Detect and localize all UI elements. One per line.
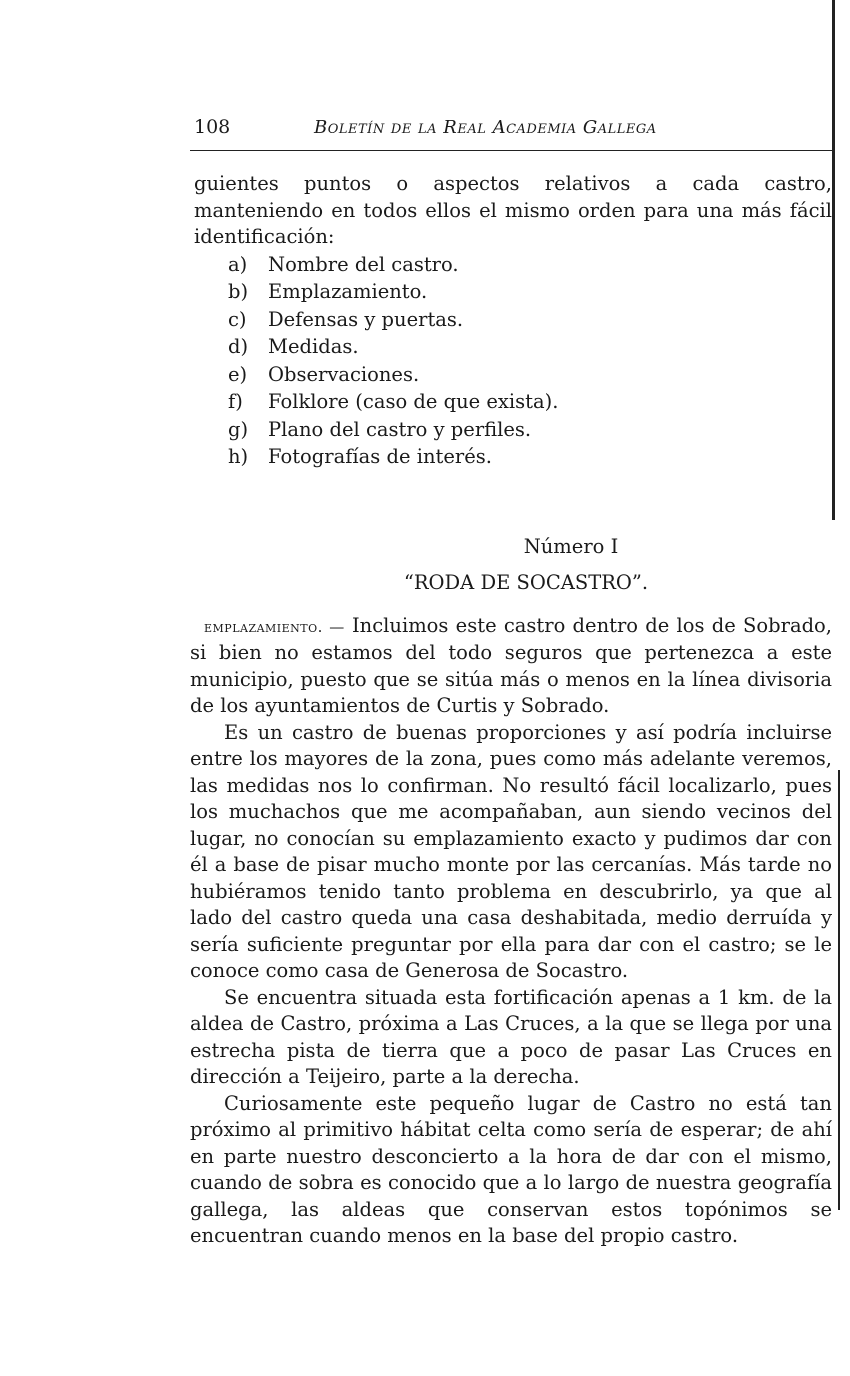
list-item: d) Medidas. xyxy=(228,335,359,358)
paragraph: Es un castro de buenas proporciones y así podría incluirse entre los mayores de la zona, pues como más adelante veremos, las medidas nos lo confirman. No resultó fácil localizarlo, pues los muchachos que me acompañaban, aun siendo vecinos del lugar, no conocían su emplazamiento exacto y pudimos dar con él a base de pisar mucho monte por las cercanías. Más tarde no hubiéramos tenido tanto problema en descubrirlo, ya que al lado del castro queda una casa deshabitada, medio derruída y sería suficiente preguntar por ella para dar con el castro; se le conoce como casa de Generosa de Socastro. xyxy=(190,720,832,982)
section-title: “RODA DE SOCASTRO”. xyxy=(403,570,649,594)
list-item: h) Fotografías de interés. xyxy=(228,445,492,468)
paragraph: Curiosamente este pequeño lugar de Castro no está tan próximo al primitivo hábitat celta como sería de esperar; de ahí en parte nuestro desconcierto a la hora de dar con el mismo, cuando de sobra es conocido que a lo largo de nuestra geografía gallega, las aldeas que conservan estos topónimos se encuentran cuando menos en la base del propio castro. xyxy=(190,1091,832,1247)
page-edge-rule-lower xyxy=(838,770,840,1210)
list-item: e) Observaciones. xyxy=(228,362,420,386)
intro-paragraph: guientes puntos o aspectos relativos a cada castro, manteniendo en todos ellos el mismo orden para una más fácil identificación: xyxy=(194,172,832,248)
list-item: c) Defensas y puertas. xyxy=(228,307,464,331)
paragraph: Se encuentra situada esta fortificación apenas a 1 km. de la aldea de Castro, próxima a Las Cruces, a la que se llega por una estrecha pista de tierra que a poco de pasar Las Cruces en dirección a Teijeiro, parte a la derecha. xyxy=(190,985,832,1088)
page-number: 108 xyxy=(194,116,231,138)
document-page xyxy=(190,116,832,1250)
page-header xyxy=(190,116,832,151)
aspects-list xyxy=(190,251,832,471)
list-item: g) Plano del castro y perfiles. xyxy=(228,417,532,441)
paragraph-keyword: emplazamiento. — xyxy=(204,617,345,636)
body-paragraphs xyxy=(190,613,832,1250)
list-item: a) Nombre del castro. xyxy=(228,252,459,276)
page-edge-rule xyxy=(832,0,835,520)
list-item: b) Emplazamiento. xyxy=(228,280,428,303)
list-item: f) Folklore (caso de que exista). xyxy=(228,390,559,413)
running-title: Boletín de la Real Academia Gallega xyxy=(314,117,657,138)
section-number: Número I xyxy=(523,534,619,558)
section-heading xyxy=(190,529,832,601)
paragraph-emplazamiento: emplazamiento. — Incluimos este castro dentro de los de Sobrado, si bien no estamos del todo seguros que pertenezca a este municipio, puesto que se sitúa más o menos en la línea divisoria de los ayuntamientos de Curtis y Sobrado. xyxy=(190,613,832,717)
